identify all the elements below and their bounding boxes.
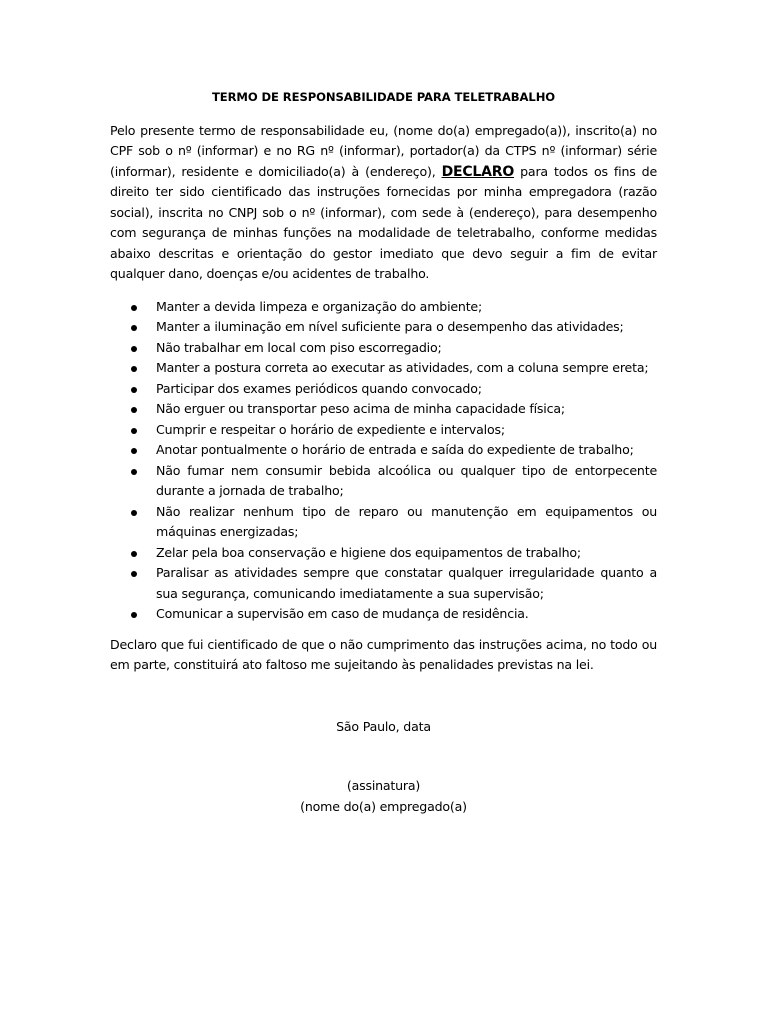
bullet-icon [131, 305, 137, 311]
list-item-text: Manter a devida limpeza e organização do ambiente; [156, 298, 483, 314]
bullet-icon [131, 387, 137, 393]
list-item-text: Não erguer ou transportar peso acima de minha capacidade física; [156, 401, 565, 416]
list-item-text: Manter a postura correta ao executar as atividades, com a coluna sempre ereta; [156, 360, 649, 375]
intro-paragraph [110, 121, 657, 285]
list-item [110, 420, 657, 441]
declaro-emphasis: DECLARO [441, 163, 515, 180]
intro-text-end: para todos os fins de direito ter sido cientificado das instruções fornecidas por minha empregadora (razão social), inscrita no CNPJ sob o nº (informar), com sede à (endereço), para desempenho com segurança de minhas funções na modalidade de teletrabalho, conforme medidas abaixo descritas e orientação do gestor imediato que devo seguir a fim de evitar qualquer dano, doenças e/ou acidentes de trabalho. [110, 163, 657, 281]
list-item [110, 399, 657, 420]
bullet-icon [131, 428, 137, 434]
employee-name: (nome do(a) empregado(a) [300, 798, 467, 814]
list-item [110, 358, 657, 379]
bullet-icon [131, 510, 137, 516]
list-item [110, 543, 657, 564]
bullet-icon [131, 407, 137, 413]
list-item [110, 563, 657, 604]
signature-line: (assinatura) [346, 778, 421, 793]
bullet-icon [131, 448, 137, 454]
intro-text-start: Pelo presente termo de responsabilidade eu, (nome do(a) empregado(a)), inscrito(a) no CPF sob o nº (informar) e no RG nº (informar), portador(a) da CTPS nº (informar) série (informar), residente e domiciliado(a) à (endereço), [110, 122, 657, 179]
list-item [110, 440, 657, 461]
bullet-icon [131, 571, 137, 577]
list-item-text: Não trabalhar em local com piso escorregadio; [156, 339, 442, 355]
list-item-text: Participar dos exames periódicos quando convocado; [156, 380, 482, 396]
place-date: São Paulo, data [336, 718, 431, 734]
bullet-icon [131, 551, 137, 557]
list-item-text: Não realizar nenhum tipo de reparo ou manutenção em equipamentos ou máquinas energizadas; [156, 503, 657, 539]
closing-paragraph: Declaro que fui cientificado de que o não cumprimento das instruções acima, no todo ou em parte, constituirá ato faltoso me sujeitando às penalidades previstas na lei. [110, 636, 657, 672]
list-item-text: Anotar pontualmente o horário de entrada e saída do expediente de trabalho; [156, 442, 634, 457]
list-item-text: Manter a iluminação em nível suficiente para o desempenho das atividades; [156, 319, 624, 334]
list-item-text: Cumprir e respeitar o horário de expediente e intervalos; [156, 421, 505, 437]
list-item [110, 297, 657, 318]
instructions-list [110, 297, 657, 625]
bullet-icon [131, 325, 137, 331]
bullet-icon [131, 469, 137, 475]
list-item-text: Paralisar as atividades sempre que constatar qualquer irregularidade quanto a sua segurança, comunicando imediatamente a sua supervisão; [156, 565, 657, 601]
document-title: TERMO DE RESPONSABILIDADE PARA TELETRABALHO [211, 90, 556, 104]
bullet-icon [131, 346, 137, 352]
list-item [110, 379, 657, 400]
bullet-icon [131, 366, 137, 372]
bullet-icon [131, 612, 137, 618]
list-item-text: Zelar pela boa conservação e higiene dos equipamentos de trabalho; [156, 544, 581, 560]
list-item-text: Não fumar nem consumir bebida alcoólica ou qualquer tipo de entorpecente durante a jornada de trabalho; [156, 462, 657, 498]
list-item [110, 461, 657, 502]
list-item [110, 502, 657, 543]
document-body [110, 87, 657, 817]
list-item [110, 338, 657, 359]
list-item [110, 317, 657, 338]
list-item-text: Comunicar a supervisão em caso de mudança de residência. [156, 606, 529, 621]
list-item [110, 604, 657, 625]
